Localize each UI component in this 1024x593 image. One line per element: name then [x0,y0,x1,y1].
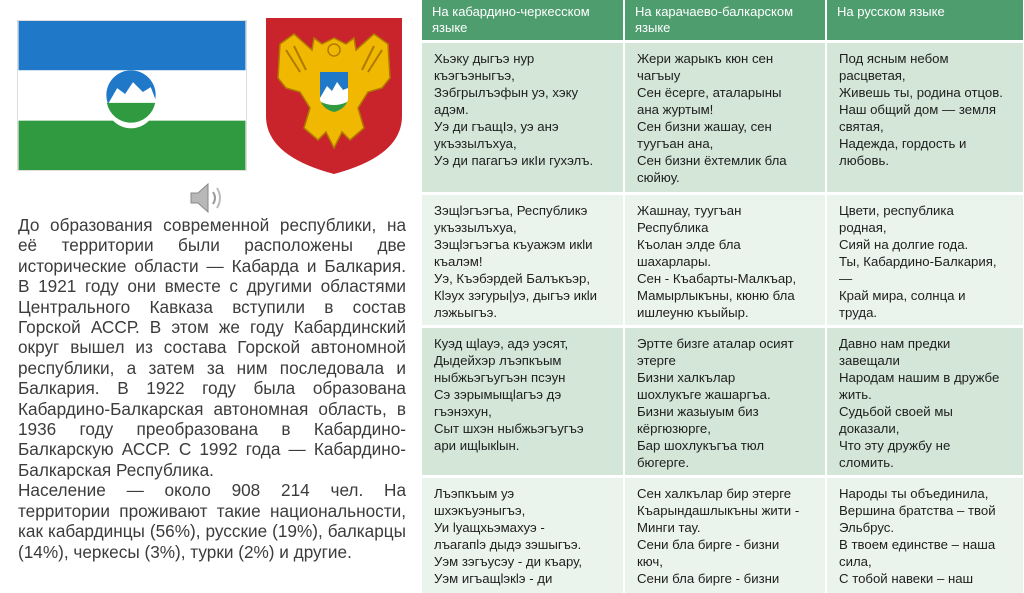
history-paragraph: До образования современной республики, на её территории были расположены две исторические области — Кабарда и Балкария. В 1921 году они вместе с другими областями Центрального Кавказа вступили в состав Горской АССР. В этом же году Кабардинский округ вышел из состава Горской автономной республики, а затем за ним последовала и Балкария. В 1922 году была образована Кабардино-Балкарская автономная область, в 1936 году преобразована в Кабардино-Балкарскую АССР. С 1992 года — Кабардино-Балкарская Республика. [18,215,406,480]
verse-russian: Под ясным небом расцветая, Живешь ты, родина отцов. Наш общий дом — земля святая, Надежда, гордость и любовь. [826,42,1024,194]
verse-kabardian: Куэд щlауэ, адэ уэсят, Дыдейхэр лъэпкъым ныбжьэгъугъэн псэун Сэ зэрымыщlагъэ дэ гъэнэхун, Сыт шхэн ныбжьэгъугъэ ари ищlыкlын. [422,327,624,477]
verse-kabardian: Хьэку дыгъэ нур къэгъэныгъэ, Зэбгрылъэфын уэ, хэку адэм. Уэ ди гъащIэ, уэ анэ укъэзылъхуа, Уэ ди пагагъэ икIи гухэлъ. [422,42,624,194]
header-russian: На русском языке [826,0,1024,42]
verse-russian: Цвети, республика родная, Сияй на долгие года. Ты, Кабардино-Балкария, — Край мира, солнца и труда. [826,194,1024,327]
verse-russian: Народы ты объединила, Вершина братства – твой Эльбрус. В твоем единстве – наша сила, С тобой навеки – наш [826,477,1024,593]
intro-text [18,215,406,562]
kbr-flag-icon [17,20,247,171]
verse-karachay-balkar: Эртте бизге аталар осият этерге Бизни халкълар шохлукъге жашаргъа. Бизни жазыуым биз кёргюзюрге, Бар шохлукъгъа тюл бюгерге. [624,327,826,477]
table-header-row [422,0,1024,42]
verse-karachay-balkar: Жашнау, туугъан Республика Къолан элде бла шахарлары. Сен - Къабарты-Малкъар, Мамырлыкъны, кюню бла ишлеуню къыйыр. [624,194,826,327]
table-row [422,327,1024,477]
population-paragraph: Население — около 908 214 чел. На территории проживают такие национальности, как кабардинцы (56%), русские (19%), балкарцы (14%), черкесы (3%), турки (2%) и другие. [18,480,406,562]
table-row [422,194,1024,327]
verse-karachay-balkar: Сен халкълар бир этерге Къарындашлыкъны жити - Минги тау. Сени бла бирге - бизни кюч, Сени бла бирге - бизни [624,477,826,593]
header-kabardian: На кабардино-черкесском языке [422,0,624,42]
verse-karachay-balkar: Жери жарыкъ кюн сен чагъыу Сен ёсерге, аталарыны ана журтым! Сен бизни жашау, сен туугъан ана, Сен бизни ёхтемлик бла сюйюу. [624,42,826,194]
table-row [422,477,1024,593]
anthem-table [422,0,1024,593]
kbr-coat-of-arms-icon [264,16,404,176]
verse-russian: Давно нам предки завещали Народам нашим в дружбе жить. Судьбой своей мы доказали, Что эту дружбу не сломить. [826,327,1024,477]
header-karachay-balkar: На карачаево-балкарском языке [624,0,826,42]
verse-kabardian: Зэщlэгъэгъа, Республикэ укъэзылъхуа, Зэщlэгъэгъа къуажэм икlи къалэм! Уэ, Къэбэрдей Балъкъэр, Кlэух зэгуры|уэ, дыгъэ икlи лэжьыгъэ. [422,194,624,327]
left-panel [0,0,420,574]
table-row [422,42,1024,194]
speaker-audio-icon[interactable] [188,181,226,215]
verse-kabardian: Лъэпкъым уэ шхэкъуэныгъэ, Уи lуащхьэмахуэ - лъагапlэ дыдэ зэшыгъэ. Уэм зэгъусэу - ди къару, Уэм игъащlэкlэ - ди [422,477,624,593]
